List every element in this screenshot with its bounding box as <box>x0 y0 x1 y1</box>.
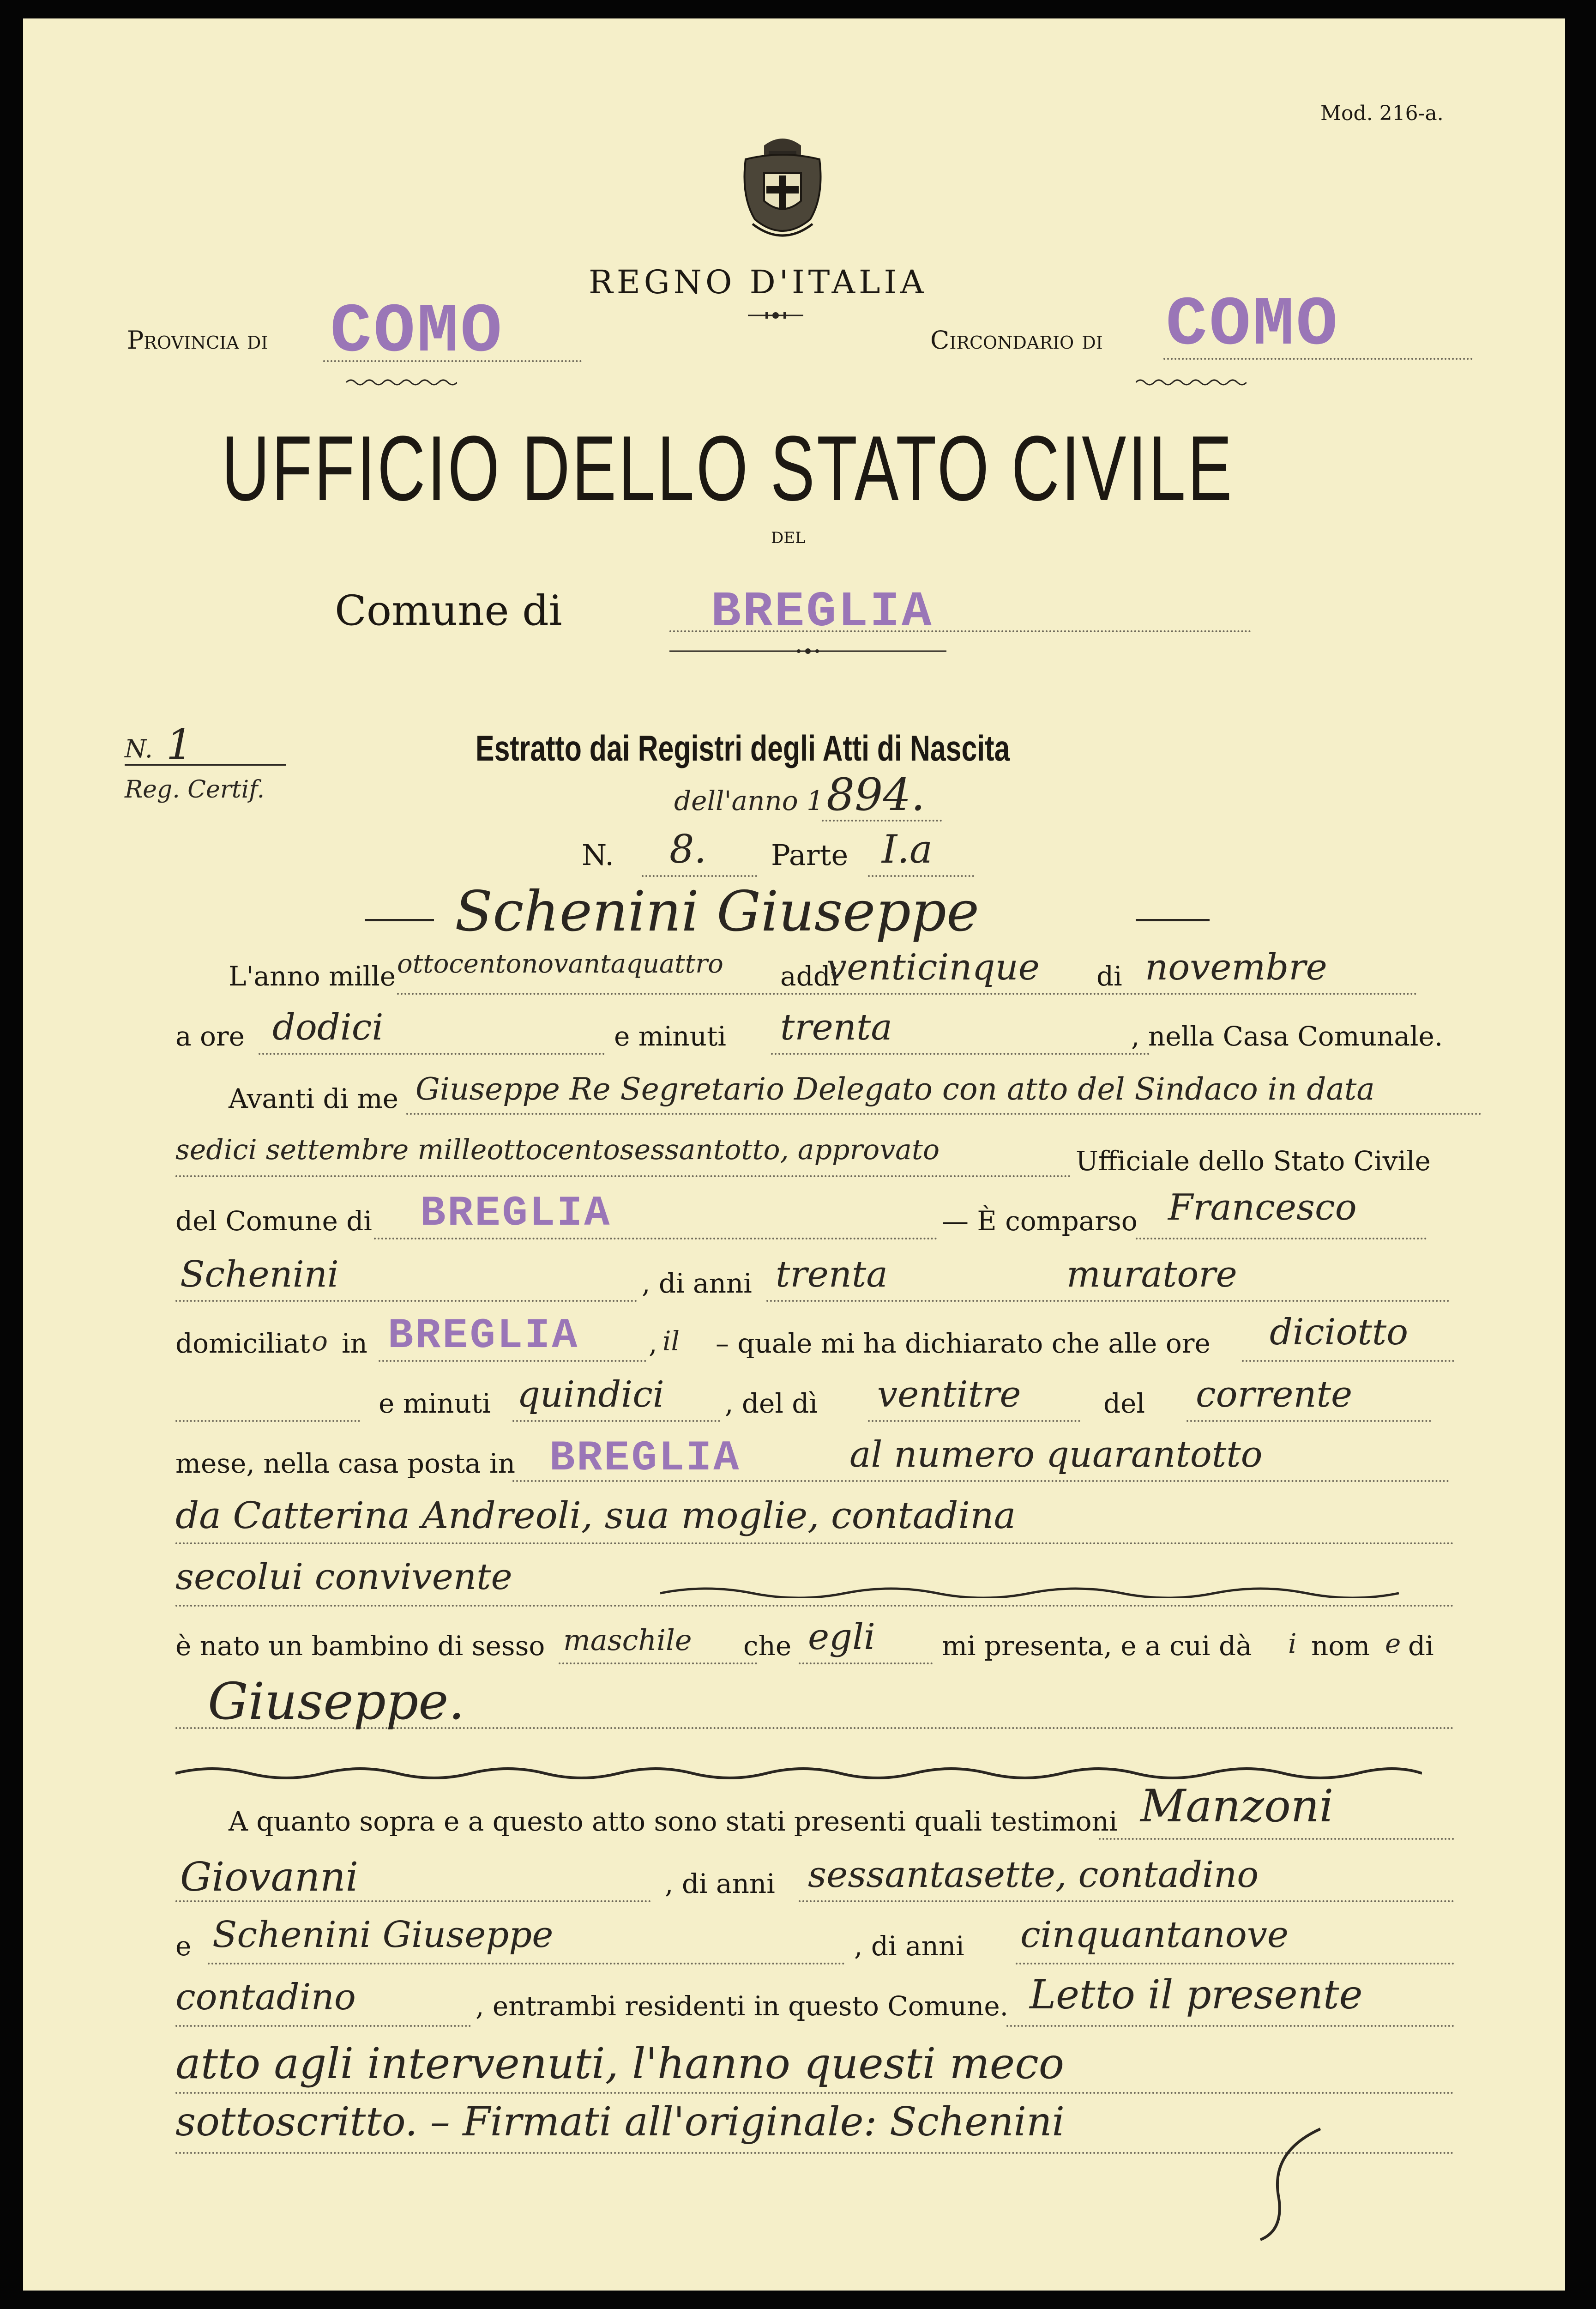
l18-hand: atto agli intervenuti, l'hanno questi meco <box>175 2039 1065 2088</box>
l12-a: è nato un bambino di sesso <box>175 1630 545 1662</box>
l1-b: addì <box>780 961 839 992</box>
del-label: DEL <box>771 529 806 547</box>
l12-e: e <box>1385 1628 1401 1659</box>
l7-b: in <box>342 1328 367 1359</box>
district-stamp: COMO <box>1166 286 1340 365</box>
l2-c: , nella Casa Comunale. <box>1131 1021 1443 1052</box>
district-label: Circondario di <box>930 326 1103 355</box>
l16-a: e <box>175 1930 192 1962</box>
l14-hand: Manzoni <box>1140 1780 1334 1832</box>
l8-day: ventitre <box>877 1374 1021 1415</box>
l4-hand: sedici settembre milleottocentosessantotto, approvato <box>175 1134 940 1166</box>
l1-day: venticinque <box>826 947 1040 988</box>
l12-b: che <box>743 1630 792 1662</box>
l19-hand: sottoscritto. – Firmati all'originale: Schenini <box>175 2099 1065 2145</box>
l9-a: mese, nella casa posta in <box>175 1448 515 1479</box>
extract-title: Estratto dai Registri degli Atti di Nascita <box>476 728 1010 768</box>
certificate-sheet <box>23 18 1565 2291</box>
year-value: 894. <box>826 769 925 821</box>
separator-wave <box>175 1764 1422 1783</box>
l6-hand: Schenini <box>180 1254 339 1295</box>
l9-stamp: BREGLIA <box>549 1434 741 1482</box>
l12-i: i <box>1288 1628 1297 1659</box>
kingdom-heading: REGNO D'ITALIA <box>589 263 927 301</box>
l5-hand: Francesco <box>1168 1187 1357 1228</box>
number-label: N. <box>582 838 614 872</box>
l5-stamp: BREGLIA <box>420 1189 612 1238</box>
l3-a: Avanti di me <box>229 1083 398 1114</box>
l5-b: — È comparso <box>942 1205 1138 1237</box>
comune-stamp: BREGLIA <box>711 584 934 641</box>
l4-b: Ufficiale dello Stato Civile <box>1076 1145 1431 1177</box>
l8-b: , del dì <box>725 1388 818 1419</box>
l6-job: muratore <box>1066 1254 1237 1295</box>
comune-label: Comune di <box>335 586 562 635</box>
l10-hand: da Catterina Andreoli, sua moglie, contadina <box>175 1494 1016 1537</box>
l12-d: nom <box>1311 1630 1370 1662</box>
l15-age: sessantasette, contadino <box>808 1854 1259 1896</box>
l7-o: o <box>312 1325 328 1357</box>
subject-name: Schenini Giuseppe <box>455 880 979 944</box>
l3-hand: Giuseppe Re Segretario Delegato con atto del Sindaco in data <box>416 1071 1375 1107</box>
ornament-divider-icon <box>748 308 803 322</box>
l6-b: , di anni <box>642 1268 752 1299</box>
l12-egli: egli <box>808 1616 875 1658</box>
l2-a: a ore <box>175 1021 245 1052</box>
l1-c: di <box>1096 961 1122 992</box>
parte-label: Parte <box>771 838 849 872</box>
year-label: dell'anno 1 <box>674 785 824 816</box>
l13-hand: Giuseppe. <box>208 1672 465 1731</box>
l7-a: domiciliat <box>175 1328 310 1359</box>
l2-min: trenta <box>780 1007 892 1048</box>
l7-stamp: BREGLIA <box>388 1312 579 1360</box>
l14-a: A quanto sopra e a questo atto sono stati presenti quali testimoni <box>229 1806 1118 1837</box>
parte-value: I.a <box>882 827 933 872</box>
coat-of-arms-icon <box>736 132 829 247</box>
province-stamp: COMO <box>330 293 504 372</box>
l11-hand: secolui convivente <box>175 1556 512 1598</box>
number-value: 8. <box>669 827 707 872</box>
l7-d: – quale mi ha dichiarato che alle ore <box>716 1328 1211 1359</box>
n-label: N. <box>125 734 153 763</box>
l8-min: quindici <box>517 1374 664 1415</box>
form-code: Mod. 216-a. <box>1320 102 1444 125</box>
reg-certif-label: Reg. Certif. <box>125 776 265 804</box>
l16-hand: Schenini Giuseppe <box>212 1914 554 1956</box>
l7-hour: diciotto <box>1270 1312 1409 1353</box>
district-wave-line <box>1136 378 1247 387</box>
l8-c: del <box>1103 1388 1145 1419</box>
l1-month: novembre <box>1145 947 1327 988</box>
flourish-stroke <box>1251 2124 1334 2244</box>
l12-sex: maschile <box>563 1623 692 1657</box>
l5-a: del Comune di <box>175 1205 372 1237</box>
l7-il: il <box>662 1325 680 1357</box>
l16-age: cinquantanove <box>1020 1914 1289 1956</box>
province-wave-line <box>346 378 457 387</box>
l11-filler-wave <box>660 1584 1399 1598</box>
l1-year: ottocentonovantaquattro <box>397 949 723 979</box>
l7-c: , <box>649 1328 657 1359</box>
l17-b: , entrambi residenti in questo Comune. <box>476 1990 1009 2022</box>
l12-f: di <box>1408 1630 1434 1662</box>
l17-hand2: Letto il presente <box>1030 1972 1363 2018</box>
l2-hour: dodici <box>272 1007 384 1048</box>
l2-b: e minuti <box>614 1021 726 1052</box>
province-label: Provincia di <box>127 326 268 355</box>
l15-b: , di anni <box>665 1868 775 1899</box>
office-title: UFFICIO DELLO STATO CIVILE <box>222 417 1234 520</box>
l17-hand: contadino <box>175 1977 356 2018</box>
l15-hand: Giovanni <box>180 1854 359 1900</box>
l8-a: e minuti <box>379 1388 491 1419</box>
l12-c: mi presenta, e a cui dà <box>942 1630 1252 1662</box>
l1-a: L'anno mille <box>229 961 396 992</box>
l16-b: , di anni <box>854 1930 964 1962</box>
l8-month: corrente <box>1196 1374 1353 1415</box>
n-value: 1 <box>166 720 193 769</box>
comune-ornament-line <box>669 647 946 656</box>
l6-age: trenta <box>776 1254 888 1295</box>
l9-hand: al numero quarantotto <box>849 1434 1263 1475</box>
